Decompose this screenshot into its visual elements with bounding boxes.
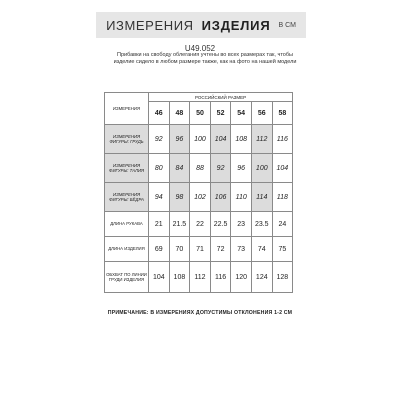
title-item: ИЗДЕЛИЯ <box>201 17 271 33</box>
row-label: ОБХВАТ ПО ЛИНИИ ГРУДИ ИЗДЕЛИЯ <box>105 262 149 293</box>
cell: 92 <box>149 125 170 154</box>
cell: 72 <box>210 237 231 262</box>
cell: 21.5 <box>169 212 190 237</box>
size-table <box>104 92 293 293</box>
cell: 116 <box>272 125 293 154</box>
cell: 116 <box>210 262 231 293</box>
cell: 74 <box>251 237 272 262</box>
cell: 23 <box>231 212 252 237</box>
cell: 108 <box>169 262 190 293</box>
cell: 80 <box>149 154 170 183</box>
cell: 106 <box>210 183 231 212</box>
cell: 23.5 <box>251 212 272 237</box>
size-header: 50 <box>190 102 211 125</box>
size-header: 56 <box>251 102 272 125</box>
size-header: 48 <box>169 102 190 125</box>
cell: 88 <box>190 154 211 183</box>
table-row-length <box>105 237 293 262</box>
cell: 112 <box>190 262 211 293</box>
cell: 84 <box>169 154 190 183</box>
cell: 104 <box>149 262 170 293</box>
row-label: ИЗМЕРЕНИЯ ФИГУРЫ: БЁДРА <box>105 183 149 212</box>
title-band <box>96 12 306 38</box>
cell: 71 <box>190 237 211 262</box>
cell: 94 <box>149 183 170 212</box>
row-label: ДЛИНА ИЗДЕЛИЯ <box>105 237 149 262</box>
cell: 21 <box>149 212 170 237</box>
product-code: U49.052 <box>184 44 216 53</box>
cell: 124 <box>251 262 272 293</box>
table-row-garment-chest <box>105 262 293 293</box>
cell: 24 <box>272 212 293 237</box>
cell: 118 <box>272 183 293 212</box>
cell: 100 <box>251 154 272 183</box>
table-row-chest <box>105 125 293 154</box>
cell: 104 <box>210 125 231 154</box>
row-label: ИЗМЕРЕНИЯ ФИГУРЫ: ТАЛИЯ <box>105 154 149 183</box>
cell: 112 <box>251 125 272 154</box>
cell: 22 <box>190 212 211 237</box>
row-label: ДЛИНА РУКАВА <box>105 212 149 237</box>
cell: 108 <box>231 125 252 154</box>
cell: 73 <box>231 237 252 262</box>
cell: 96 <box>169 125 190 154</box>
cell: 70 <box>169 237 190 262</box>
size-header: 54 <box>231 102 252 125</box>
cell: 98 <box>169 183 190 212</box>
cell: 104 <box>272 154 293 183</box>
title-unit: В СМ <box>278 21 296 29</box>
cell: 120 <box>231 262 252 293</box>
cell: 114 <box>251 183 272 212</box>
size-header: 52 <box>210 102 231 125</box>
row-label: ИЗМЕРЕНИЯ ФИГУРЫ: ГРУДЬ <box>105 125 149 154</box>
cell: 92 <box>210 154 231 183</box>
fit-note: Прибавки на свободу облегания учтены во всех размерах так, чтобы изделие сидело в любом размере также, как на фото на нашей модели <box>113 52 297 65</box>
table-row-hips <box>105 183 293 212</box>
cell: 75 <box>272 237 293 262</box>
cell: 22.5 <box>210 212 231 237</box>
size-group-label: РОССИЙСКИЙ РАЗМЕР <box>149 93 293 102</box>
table-row-sleeve <box>105 212 293 237</box>
tolerance-note: ПРИМЕЧАНИЕ: В ИЗМЕРЕНИЯХ ДОПУСТИМЫ ОТКЛОНЕНИЯ 1-2 СМ <box>107 310 293 316</box>
cell: 110 <box>231 183 252 212</box>
cell: 100 <box>190 125 211 154</box>
table-row-waist <box>105 154 293 183</box>
cell: 96 <box>231 154 252 183</box>
title-measure: ИЗМЕРЕНИЯ <box>106 17 194 33</box>
size-header: 46 <box>149 102 170 125</box>
cell: 102 <box>190 183 211 212</box>
corner-label: ИЗМЕРЕНИЯ <box>105 93 149 125</box>
cell: 69 <box>149 237 170 262</box>
size-header: 58 <box>272 102 293 125</box>
cell: 128 <box>272 262 293 293</box>
